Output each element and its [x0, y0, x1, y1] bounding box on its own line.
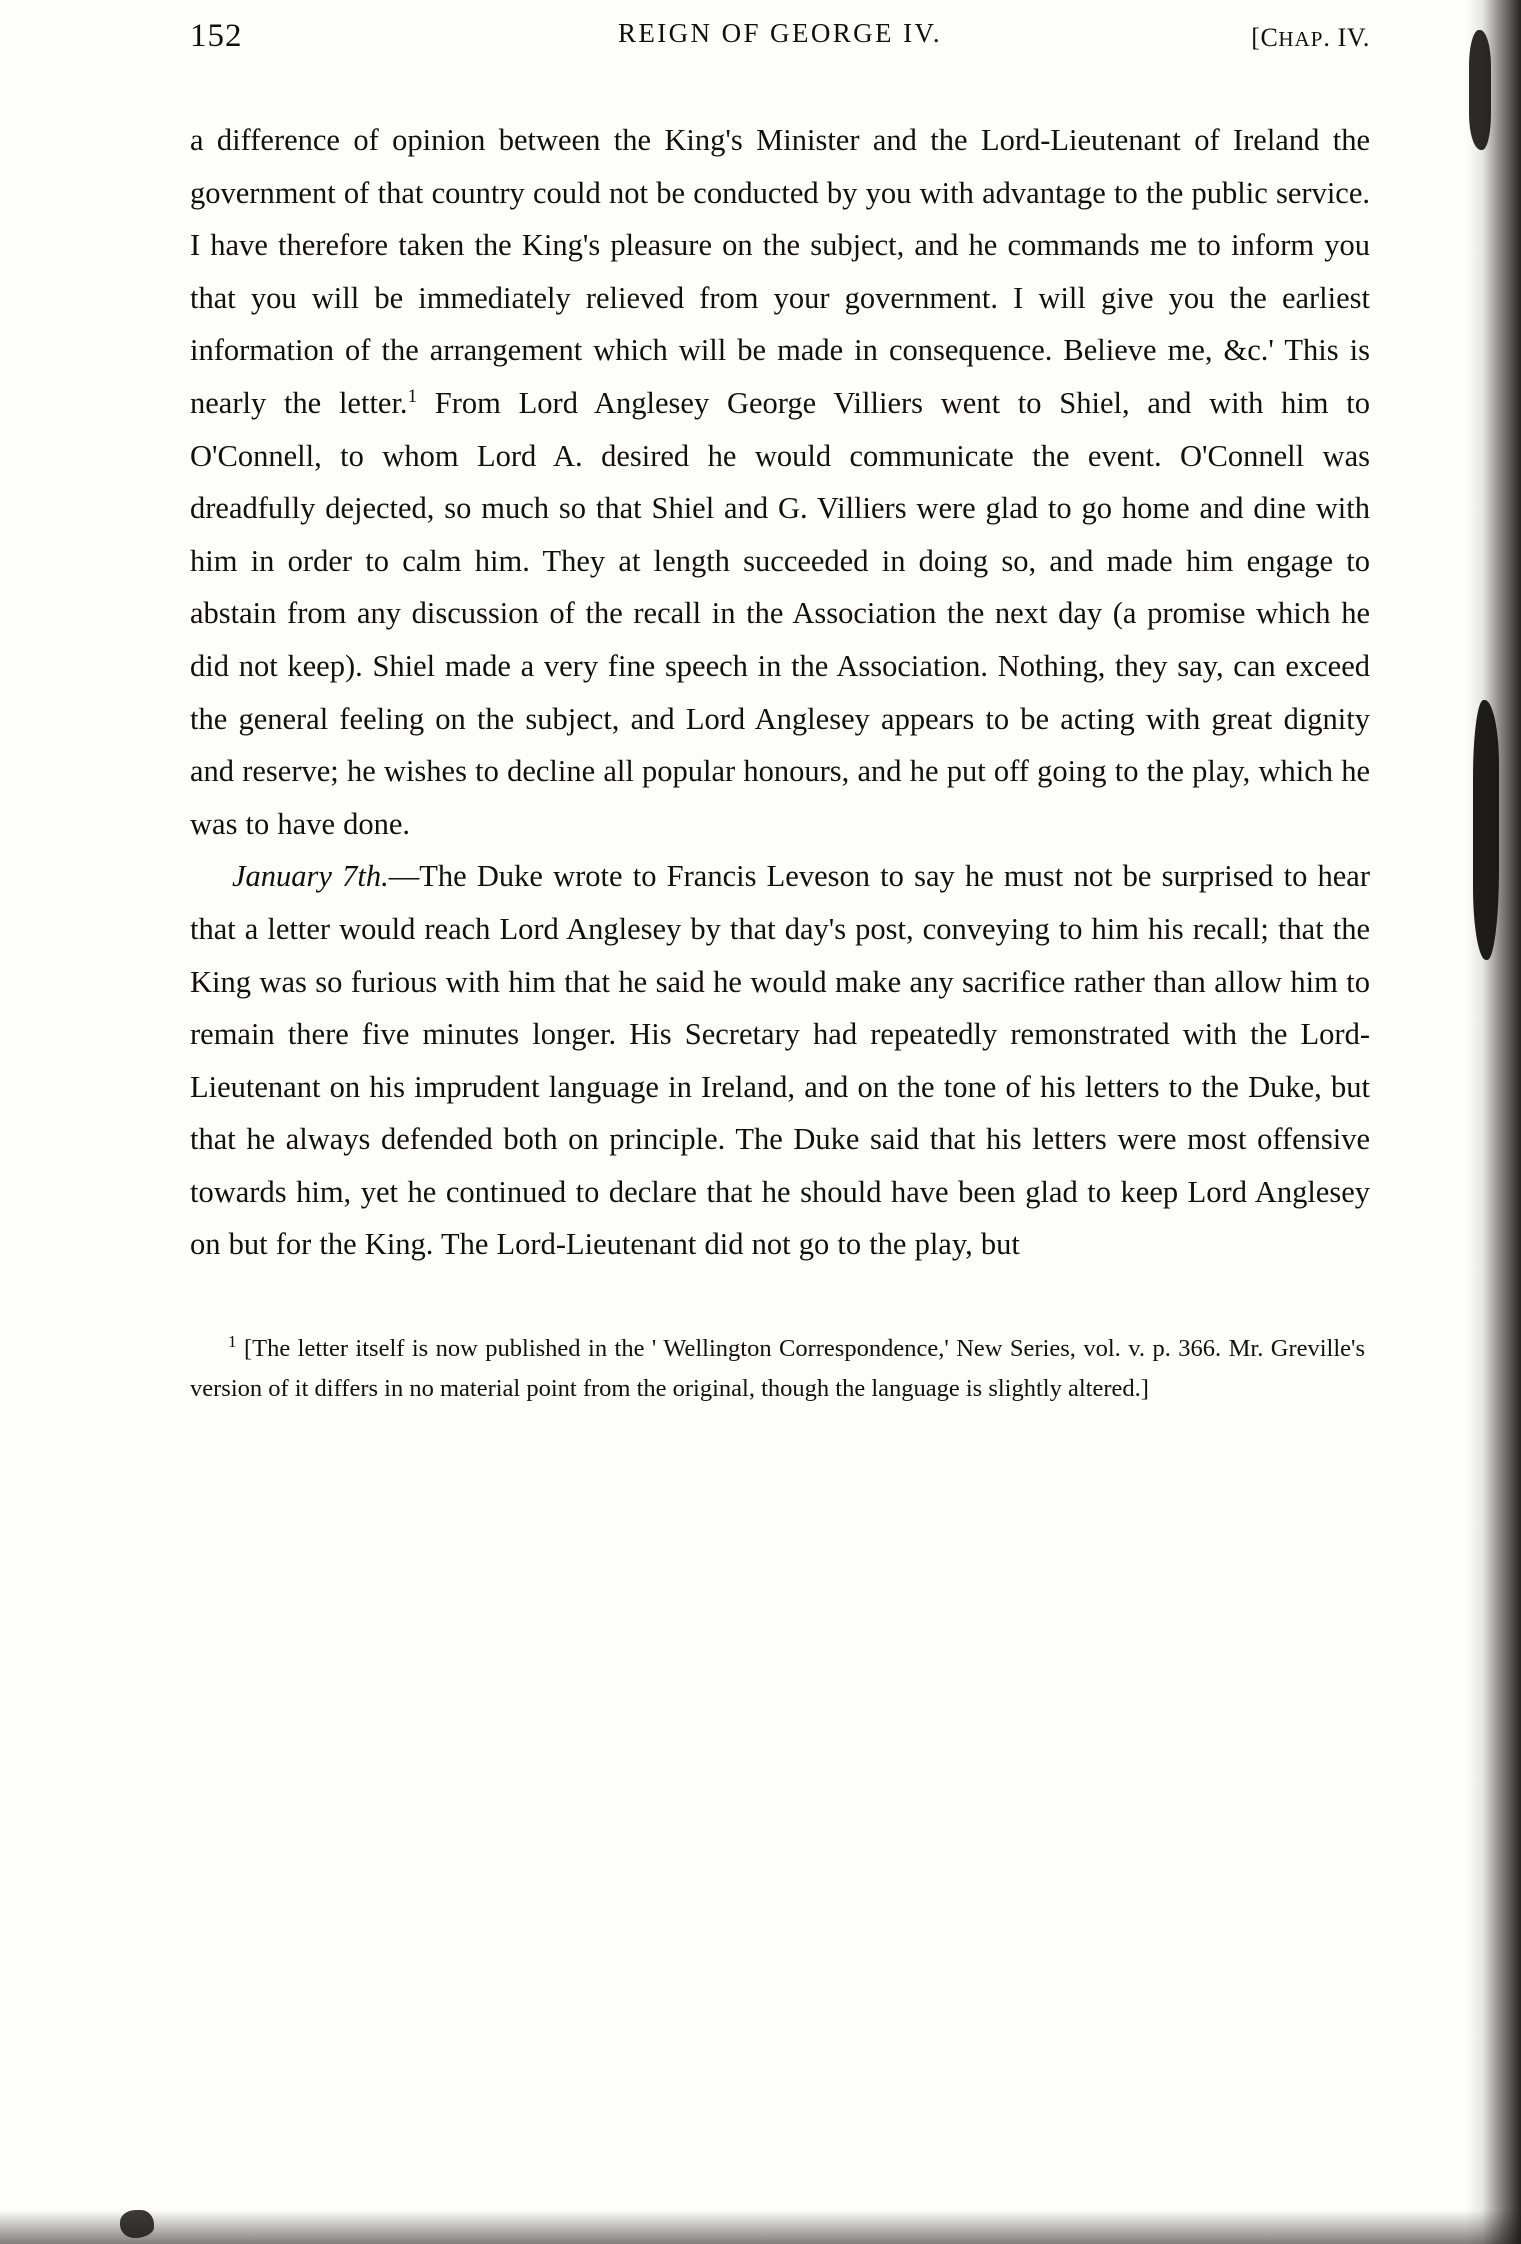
- footnote-text: [The letter itself is now published in the ' Wellington Correspondence,' New Series, vol. v. p. 366. Mr. Greville's version of it differs in no material point from the original, though the language is slightly altered.]: [190, 1335, 1365, 1403]
- page-content: [190, 18, 1370, 1409]
- page-number: 152: [190, 18, 243, 54]
- body-text: [190, 114, 1370, 1271]
- scan-edge-shadow-right: [1451, 0, 1521, 2244]
- diary-date: January 7th.: [232, 859, 389, 894]
- footnote-reference: 1: [407, 385, 418, 407]
- paragraph-1-text: a difference of opinion between the King's Minister and the Lord-Lieutenant of Ireland the government of that country could not be conducted by you with advantage to the public service. I have therefore taken the King's pleasure on the subject, and he commands me to inform you that you will be immediately relieved from your government. I will give you the earliest information of the arrangement which will be made in consequence. Believe me, &c.' This is nearly the letter.: [190, 123, 1370, 420]
- running-head: [190, 18, 1370, 78]
- paragraph-1-text-continued: From Lord Anglesey George Villiers went to Shiel, and with him to O'Connell, to whom Lord A. desired he would communicate the event. O'Connell was dreadfully dejected, so much so that Shiel and G. Villiers were glad to go home and dine with him in order to calm him. They at length succeeded in doing so, and made him engage to abstain from any discussion of the recall in the Association the next day (a promise which he did not keep). Shiel made a very fine speech in the Association. Nothing, they say, can exceed the general feeling on the subject, and Lord Anglesey appears to be acting with great dignity and reserve; he wishes to decline all popular honours, and he put off going to the play, which he was to have done.: [190, 385, 1371, 841]
- footnote-marker: 1: [228, 1331, 237, 1351]
- paragraph-2: [190, 850, 1370, 1271]
- scan-artifact-bottom: [120, 2210, 154, 2238]
- chapter-marker-open: [C: [1251, 23, 1279, 52]
- footnote: [190, 1329, 1365, 1409]
- chapter-marker-tail: . IV.: [1323, 23, 1370, 52]
- scan-edge-shadow-bottom: [0, 2210, 1521, 2244]
- running-title: REIGN OF GEORGE IV.: [617, 18, 943, 48]
- paragraph-2-text: —The Duke wrote to Francis Leveson to say he must not be surprised to hear that a letter would reach Lord Anglesey by that day's post, conveying to him his recall; that the King was so furious with him that he said he would make any sacrifice rather than allow him to remain there five minutes longer. His Secretary had repeatedly remonstrated with the Lord-Lieutenant on his imprudent language in Ireland, and on the tone of his letters to the Duke, but that he always defended both on principle. The Duke said that his letters were most offensive towards him, yet he continued to declare that he should have been glad to keep Lord Anglesey on but for the King. The Lord-Lieutenant did not go to the play, but: [190, 859, 1371, 1262]
- paragraph-1: [190, 114, 1370, 850]
- chapter-marker-smallcaps: HAP: [1278, 27, 1324, 51]
